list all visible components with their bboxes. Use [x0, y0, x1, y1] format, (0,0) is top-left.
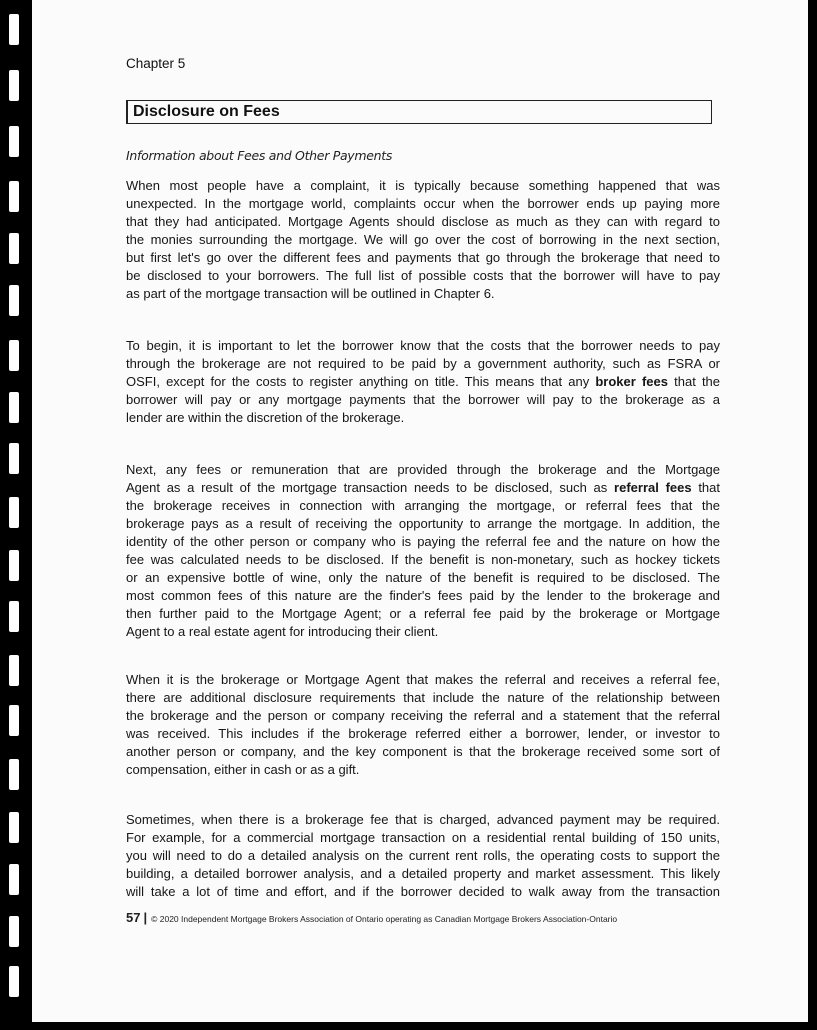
text-segment: OSFI, except for the costs to register anything on title. This means that any	[126, 374, 596, 389]
text-line: For example, for a commercial mortgage transaction on a residential rental building of 150 units,	[126, 830, 720, 845]
text-line: through the brokerage are not required to be paid by a government authority, such as FSRA or	[126, 356, 720, 371]
copyright-notice: © 2020 Independent Mortgage Brokers Association of Ontario operating as Canadian Mortgage Brokers Association-Ontario	[151, 914, 618, 924]
text-line: unexpected. In the mortgage world, complaints occur when the borrower ends up paying more	[126, 196, 720, 211]
paragraph-4	[126, 671, 720, 779]
text-line: borrower will pay or any mortgage payments that the borrower will pay to the brokerage as a	[126, 392, 720, 407]
bold-term-referral-fees: referral fees	[614, 480, 692, 495]
binding-hole	[9, 14, 19, 45]
text-line: building, a detailed borrower analysis, and a detailed property and market assessment. This likely	[126, 866, 720, 881]
text-line-with-term	[126, 373, 720, 391]
text-line: or an expensive bottle of wine, only the nature of the benefit is required to be disclosed. The	[126, 570, 720, 585]
section-title: Disclosure on Fees	[133, 103, 280, 120]
binding-hole	[9, 340, 19, 371]
bold-term-broker-fees: broker fees	[595, 374, 668, 389]
binding-hole	[9, 916, 19, 947]
text-line: identity of the other person or company who is paying the referral fee and the nature on how the	[126, 534, 720, 549]
paragraph-5	[126, 811, 720, 901]
text-line: there are additional disclosure requirements that include the nature of the relationship between	[126, 690, 720, 705]
binding-hole	[9, 864, 19, 895]
text-line: When it is the brokerage or Mortgage Agent that makes the referral and receives a referral fee,	[126, 672, 720, 687]
text-line: the monies surrounding the mortgage. We will go over the cost of borrowing in the next section,	[126, 232, 720, 247]
binding-hole	[9, 550, 19, 581]
text-line: be disclosed to your borrowers. The full list of possible costs that the borrower will have to pay	[126, 268, 720, 283]
page-footer	[126, 910, 617, 925]
scan-bottom-edge	[0, 1022, 817, 1030]
subheading: Information about Fees and Other Payments	[126, 148, 393, 163]
text-line: brokerage pays as a result of receiving the opportunity to arrange the mortgage. In addition, the	[126, 516, 720, 531]
text-line: another person or company, and the key component is that the brokerage received some sort of	[126, 744, 720, 759]
binding-hole	[9, 181, 19, 212]
footer-separator: |	[143, 910, 148, 925]
text-line: Sometimes, when there is a brokerage fee that is charged, advanced payment may be required.	[126, 812, 720, 827]
section-title-box	[126, 100, 712, 124]
text-line: When most people have a complaint, it is typically because something happened that was	[126, 178, 720, 193]
binding-hole	[9, 126, 19, 157]
text-line: Next, any fees or remuneration that are provided through the brokerage and the Mortgage	[126, 462, 720, 477]
text-line: you will need to do a detailed analysis on the current rent rolls, the operating costs to support the	[126, 848, 720, 863]
text-line-with-term	[126, 479, 720, 497]
binding-hole	[9, 70, 19, 101]
text-segment: that the	[667, 374, 721, 389]
text-line: compensation, either in cash or as a gift.	[126, 762, 360, 777]
text-line: To begin, it is important to let the borrower know that the costs that the borrower needs to pay	[126, 338, 720, 353]
binding-hole	[9, 655, 19, 686]
binding-hole	[9, 601, 19, 632]
text-line: as part of the mortgage transaction will be outlined in Chapter 6.	[126, 286, 495, 301]
text-line: was received. This includes if the brokerage referred either a borrower, lender, or investor to	[126, 726, 720, 741]
paragraph-1	[126, 177, 720, 303]
text-line: most common fees of this nature are the finder's fees paid by the lender to the brokerage and	[126, 588, 720, 603]
paragraph-2	[126, 337, 720, 427]
document-page	[32, 0, 808, 1022]
text-line: the brokerage receives in connection with arranging the mortgage, or referral fees that the	[126, 498, 720, 513]
text-segment: that	[691, 480, 721, 495]
text-line: fee was calculated needs to be disclosed. If the benefit is non-monetary, such as hockey tickets	[126, 552, 720, 567]
chapter-label: Chapter 5	[126, 56, 186, 71]
paragraph-3	[126, 461, 720, 641]
binding-hole	[9, 759, 19, 790]
page-number: 57	[126, 910, 141, 925]
text-line: then further paid to the Mortgage Agent; or a referral fee paid by the brokerage or Mortgage	[126, 606, 720, 621]
text-line: Agent to a real estate agent for introducing their client.	[126, 624, 439, 639]
text-line: lender are within the discretion of the brokerage.	[126, 410, 405, 425]
binding-hole	[9, 497, 19, 528]
text-line: the brokerage and the person or company receiving the referral and a statement that the referral	[126, 708, 720, 723]
binding-hole	[9, 443, 19, 474]
binding-hole	[9, 812, 19, 843]
text-line: that they had anticipated. Mortgage Agents should disclose as much as they can with regard to	[126, 214, 720, 229]
scan-right-edge	[808, 0, 817, 1030]
binding-hole	[9, 705, 19, 736]
binding-hole	[9, 966, 19, 997]
binding-hole	[9, 233, 19, 264]
text-segment: Agent as a result of the mortgage transaction needs to be disclosed, such as	[126, 480, 615, 495]
binding-hole	[9, 285, 19, 316]
text-line: but first let's go over the different fees and payments that go through the brokerage that need to	[126, 250, 720, 265]
text-line: will take a lot of time and effort, and if the borrower decided to walk away from the transaction	[126, 884, 720, 899]
binding-hole	[9, 392, 19, 423]
